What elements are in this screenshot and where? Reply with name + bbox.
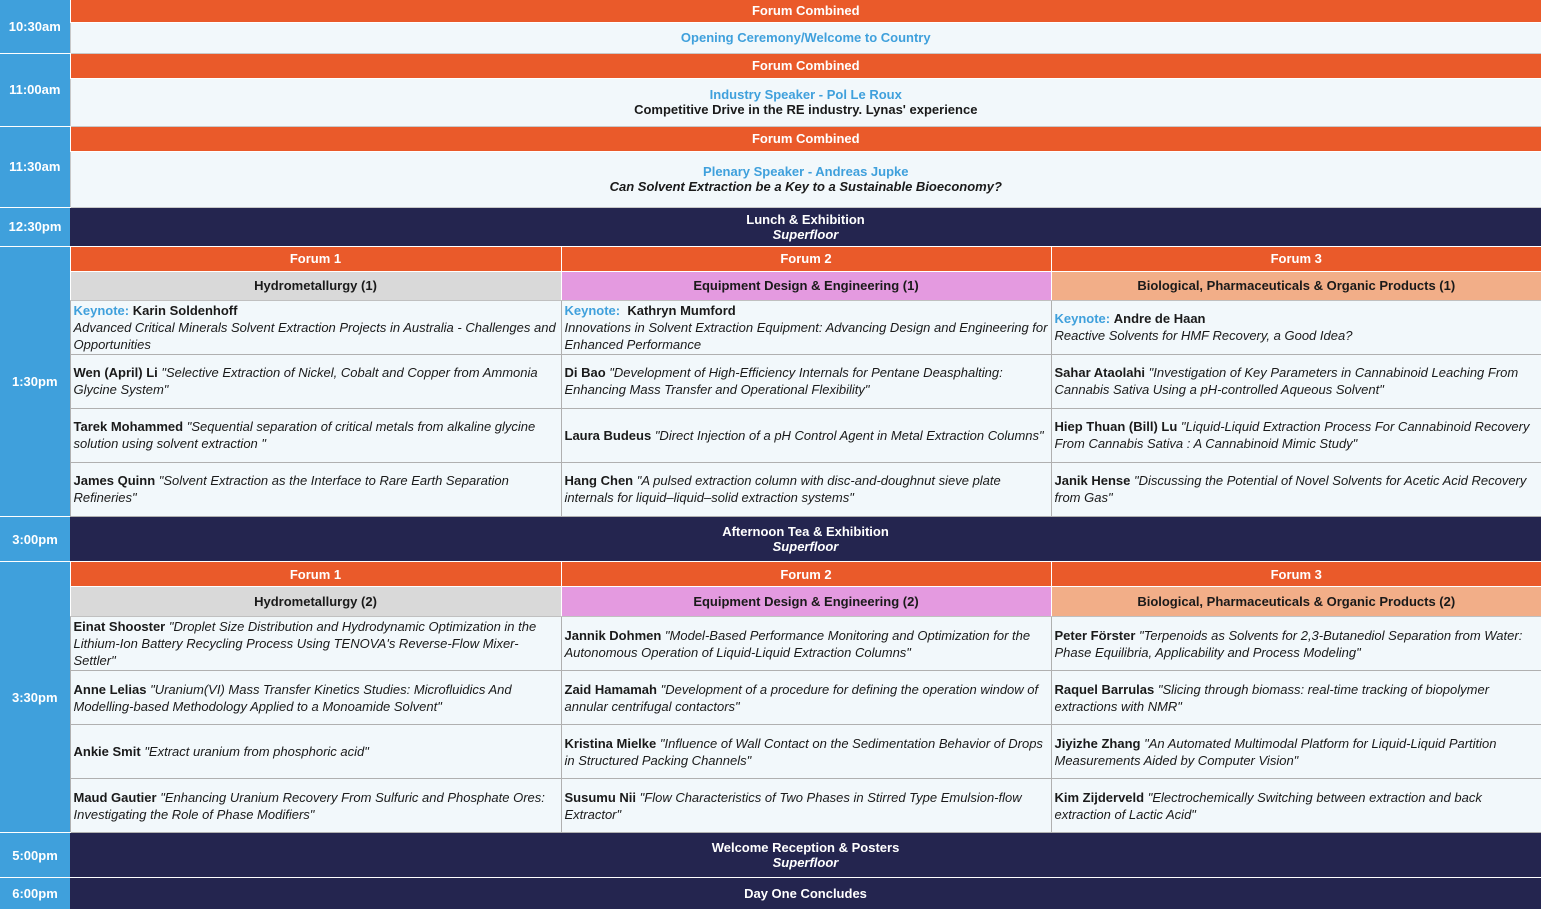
time-slot: 5:00pm [0,833,70,878]
talk-title: "Liquid-Liquid Extraction Process For Cannabinoid Recovery From Cannabis Sativa : A Cannabinoid Mimic Study" [1055,419,1530,451]
talk-entry [1051,779,1541,833]
plenary-speaker: Plenary Speaker - Andreas Jupke [71,164,1541,179]
speaker-name: Einat Shooster [74,619,166,634]
talk-entry [1051,354,1541,408]
forum-3-header: Forum 3 [1051,246,1541,271]
talk-title: "Enhancing Uranium Recovery From Sulfuric and Phosphate Ores: Investigating the Role of Phase Modifiers" [74,790,545,822]
talk-entry [1051,725,1541,779]
talk-entry [1051,462,1541,516]
talk-entry [561,725,1051,779]
talk-entry [70,408,561,462]
forum-1-header: Forum 1 [70,246,561,271]
speaker-name: Laura Budeus [565,428,652,443]
afternoon-tea-break [70,517,1541,562]
speaker-name: Kim Zijderveld [1055,790,1145,805]
keynote-forum-1 [70,300,561,354]
talk-title: Reactive Solvents for HMF Recovery, a Good Idea? [1055,328,1353,343]
track-hydrometallurgy-1: Hydrometallurgy (1) [70,271,561,300]
speaker-name: Peter Förster [1055,628,1136,643]
talk-title: "Selective Extraction of Nickel, Cobalt and Copper from Ammonia Glycine System" [74,365,538,397]
talk-title: "Direct Injection of a pH Control Agent in Metal Extraction Columns" [655,428,1044,443]
speaker-name: James Quinn [74,473,156,488]
forum-3-header: Forum 3 [1051,562,1541,587]
track-equipment-design-2: Equipment Design & Engineering (2) [561,587,1051,617]
time-slot: 11:30am [0,126,70,207]
talk-entry [70,354,561,408]
talk-entry [561,671,1051,725]
speaker-name: Andre de Haan [1114,311,1206,326]
talk-title: "Discussing the Potential of Novel Solvents for Acetic Acid Recovery from Gas" [1055,473,1527,505]
forum-2-header: Forum 2 [561,562,1051,587]
speaker-name: Janik Hense [1055,473,1131,488]
time-slot: 10:30am [0,0,70,53]
track-biological-2: Biological, Pharmaceuticals & Organic Products (2) [1051,587,1541,617]
talk-entry [70,617,561,671]
keynote-label: Keynote: [74,303,130,318]
time-slot: 3:30pm [0,562,70,833]
tea-title: Afternoon Tea & Exhibition [70,524,1541,539]
speaker-name: Kristina Mielke [565,736,657,751]
reception-title: Welcome Reception & Posters [70,840,1541,855]
talk-title: "A pulsed extraction column with disc-and-doughnut sieve plate internals for liquid–liquid–solid extraction systems" [565,473,1001,505]
talk-title: Innovations in Solvent Extraction Equipment: Advancing Design and Engineering for Enhanced Performance [565,320,1048,352]
plenary-speaker-session [70,151,1541,207]
reception-location: Superfloor [70,855,1541,870]
speaker-name: Raquel Barrulas [1055,682,1155,697]
talk-entry [1051,671,1541,725]
talk-title: "Droplet Size Distribution and Hydrodynamic Optimization in the Lithium-Ion Battery Recycling Process Using TENOVA's Reverse-Flow Mixer-Settler" [74,619,537,668]
talk-title: "Investigation of Key Parameters in Cannabinoid Leaching From Cannabis Sativa Using a pH-controlled Aqueous Solvent" [1055,365,1519,397]
speaker-name: Maud Gautier [74,790,157,805]
talk-title: "Flow Characteristics of Two Phases in Stirred Type Emulsion-flow Extractor" [565,790,1022,822]
talk-entry [70,725,561,779]
lunch-location: Superfloor [70,227,1541,242]
talk-title: "Extract uranium from phosphoric acid" [144,744,369,759]
time-slot: 12:30pm [0,207,70,246]
time-slot: 1:30pm [0,246,70,517]
forum-2-header: Forum 2 [561,246,1051,271]
plenary-talk-title: Can Solvent Extraction be a Key to a Sustainable Bioeconomy? [71,179,1541,194]
speaker-name: Tarek Mohammed [74,419,184,434]
speaker-name: Jannik Dohmen [565,628,662,643]
talk-title: "Slicing through biomass: real-time tracking of biopolymer extractions with NMR" [1055,682,1490,714]
lunch-break [70,207,1541,246]
speaker-name: Wen (April) Li [74,365,158,380]
opening-ceremony: Opening Ceremony/Welcome to Country [70,22,1541,53]
speaker-name: Susumu Nii [565,790,637,805]
speaker-name: Jiyizhe Zhang [1055,736,1141,751]
lunch-title: Lunch & Exhibition [70,212,1541,227]
speaker-name: Karin Soldenhoff [133,303,238,318]
talk-entry [1051,408,1541,462]
time-slot: 6:00pm [0,878,70,910]
talk-entry [1051,617,1541,671]
talk-title: "An Automated Multimodal Platform for Liquid-Liquid Partition Measurements Aided by Computer Vision" [1055,736,1497,768]
speaker-name: Ankie Smit [74,744,141,759]
speaker-name: Anne Lelias [74,682,147,697]
talk-title: "Uranium(VI) Mass Transfer Kinetics Studies: Microfluidics And Modelling-based Methodology Applied to a Monoamide Solvent" [74,682,512,714]
talk-title: "Electrochemically Switching between extraction and back extraction of Lactic Acid" [1055,790,1482,822]
talk-entry [561,354,1051,408]
keynote-forum-2 [561,300,1051,354]
track-biological-1: Biological, Pharmaceuticals & Organic Products (1) [1051,271,1541,300]
talk-entry [561,462,1051,516]
talk-title: "Terpenoids as Solvents for 2,3-Butanediol Separation from Water: Phase Equilibria, Applicability and Process Modeling" [1055,628,1523,660]
time-slot: 3:00pm [0,517,70,562]
talk-title: "Development of High-Efficiency Internals for Pentane Deasphalting: Enhancing Mass Transfer and Operational Flexibility" [565,365,1003,397]
talk-title: "Model-Based Performance Monitoring and Optimization for the Autonomous Operation of Liquid-Liquid Extraction Columns" [565,628,1031,660]
keynote-label: Keynote: [565,303,621,318]
talk-title: Advanced Critical Minerals Solvent Extraction Projects in Australia - Challenges and Opportunities [74,320,556,352]
track-equipment-design-1: Equipment Design & Engineering (1) [561,271,1051,300]
speaker-name: Zaid Hamamah [565,682,657,697]
talk-title: "Solvent Extraction as the Interface to Rare Earth Separation Refineries" [74,473,509,505]
forum-1-header: Forum 1 [70,562,561,587]
talk-title: "Development of a procedure for defining the operation window of annular centrifugal contactors" [565,682,1039,714]
talk-entry [561,617,1051,671]
industry-speaker-session [70,78,1541,126]
speaker-name: Sahar Ataolahi [1055,365,1146,380]
speaker-name: Hiep Thuan (Bill) Lu [1055,419,1178,434]
talk-entry [70,462,561,516]
track-hydrometallurgy-2: Hydrometallurgy (2) [70,587,561,617]
talk-title: "Sequential separation of critical metals from alkaline glycine solution using solvent extraction " [74,419,536,451]
speaker-name: Kathryn Mumford [627,303,735,318]
day-one-concludes: Day One Concludes [70,878,1541,910]
speaker-name: Hang Chen [565,473,634,488]
industry-speaker: Industry Speaker - Pol Le Roux [71,87,1541,102]
tea-location: Superfloor [70,539,1541,554]
speaker-name: Di Bao [565,365,606,380]
welcome-reception [70,833,1541,878]
talk-title: "Influence of Wall Contact on the Sedimentation Behavior of Drops in Structured Packing Channels" [565,736,1043,768]
industry-talk-title: Competitive Drive in the RE industry. Lynas' experience [71,102,1541,117]
keynote-forum-3 [1051,300,1541,354]
talk-entry [561,779,1051,833]
forum-combined-header: Forum Combined [70,126,1541,151]
forum-combined-header: Forum Combined [70,0,1541,22]
talk-entry [70,779,561,833]
talk-entry [561,408,1051,462]
talk-entry [70,671,561,725]
time-slot: 11:00am [0,53,70,126]
keynote-label: Keynote: [1055,311,1111,326]
forum-combined-header: Forum Combined [70,53,1541,78]
